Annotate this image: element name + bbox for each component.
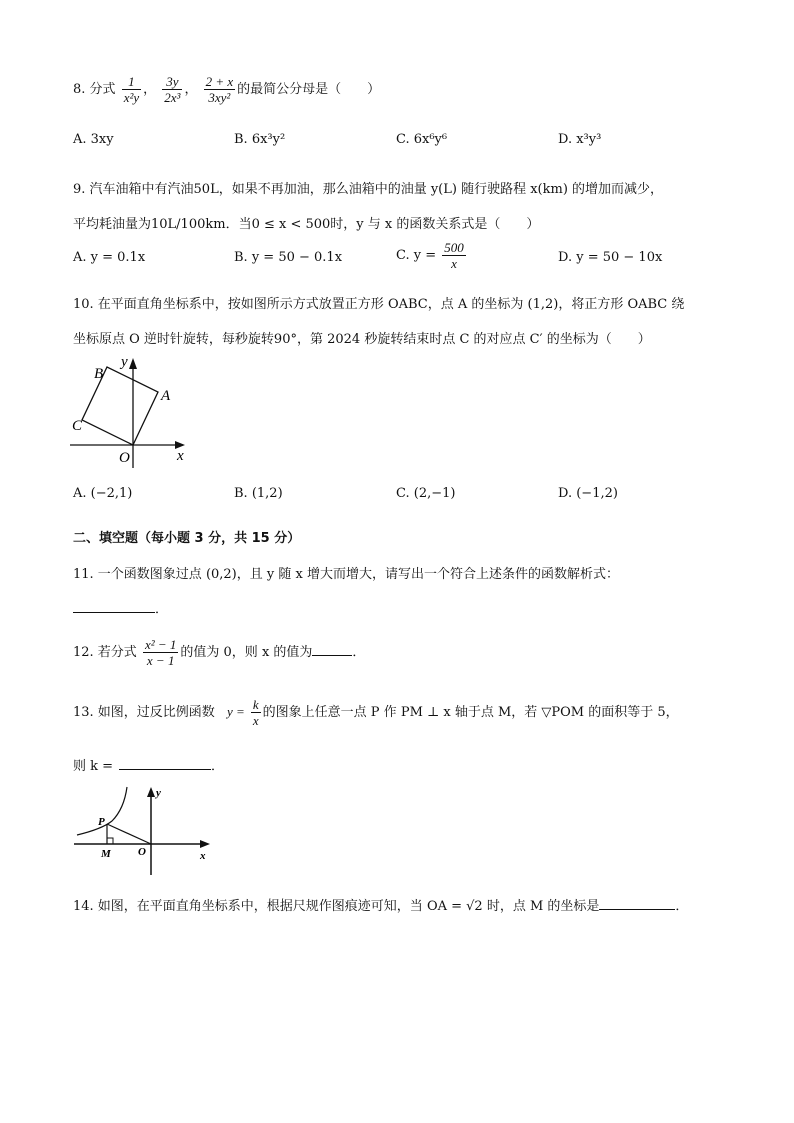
q8-stem-tail: 的最简公分母是（ ） [237,82,381,97]
q9-option-c-fraction: $\frac{500}{x}$ [444,240,464,271]
q9-option-b[interactable]: B. y = 50 − 0.1x [234,250,343,265]
q8-fraction-1: $\frac{1}{\text{x²y}}$ [123,74,140,105]
q13-figure [72,783,217,878]
q10-label-b: B [94,366,104,382]
q13-answer-blank[interactable] [119,757,211,770]
q13-label-m: M [101,848,111,860]
q9-option-d[interactable]: D. y = 50 − 10x [558,250,663,265]
q14-answer-blank[interactable] [599,897,675,910]
q13-x-arrow [200,840,210,848]
q12-answer-blank[interactable] [312,643,352,656]
q8-option-d[interactable]: D. x³y³ [558,132,602,147]
q8-fraction-2: $\frac{3y}{\text{2x³}}$ [164,74,181,105]
q8-number: 8. 分式 [73,82,116,97]
question-13: 13. 如图，过反比例函数 y = $\frac{k}{x}$ 的图象上任意一点 P 作 PM ⊥ x 轴于点 M，若 ▽POM 的面积等于 5， [73,697,679,728]
q13-fraction: $\frac{k}{x}$ [252,697,259,728]
question-14: 14. 如图，在平面直角坐标系中，根据尺规作图痕迹可知，当 OA = √2 时，点 M 的坐标是 ． [73,899,689,914]
q10-label-c: C [72,418,83,434]
q13-label-p: P [98,816,105,828]
q10-option-d[interactable]: D. (−1,2) [558,486,618,501]
question-12: 12. 若分式 $\frac{\text{x² − 1}}{x - 1}$ 的值为 0，则 x 的值为 ． [73,637,366,668]
q8-option-a[interactable]: A. 3xy [73,132,114,147]
q13-label-x: x [200,850,206,862]
q13-label-y: y [156,787,161,799]
q10-label-y: y [121,354,128,370]
q11-answer-blank[interactable] [73,600,155,613]
q10-option-a[interactable]: A. (−2,1) [73,486,133,501]
q9-option-a[interactable]: A. y = 0.1x [73,250,146,265]
section-2-heading: 二、填空题（每小题 3 分，共 15 分） [73,531,301,546]
q11-answer-line[interactable]: ． [73,598,168,617]
question-8: 8. 分式 $\frac{1}{\text{x²y}}$ ， $\frac{3y}{\text{2x³}}$ ， $\frac{2 + x}{\text{3xy²}}$ 的最简公分母是（ ） [73,74,381,105]
q11-line-1: 11. 一个函数图象过点 (0,2)，且 y 随 x 增大而增大，请写出一个符合上述条件的函数解析式： [73,567,619,582]
q13-right-angle-mark [107,838,113,844]
q10-label-a: A [161,388,171,404]
q13-segment-po [107,824,151,844]
q13-line-2: 则 k = ． [73,759,225,774]
q10-figure [65,350,195,470]
q9-line-1: 9. 汽车油箱中有汽油50L，如果不再加油，那么油箱中的油量 y(L) 随行驶路程 x(km) 的增加而减少， [73,182,664,197]
q12-fraction: $\frac{\text{x² − 1}}{x - 1}$ [144,637,177,668]
q8-option-b[interactable]: B. 6x³y² [234,132,286,147]
q10-option-c[interactable]: C. (2,−1) [396,486,456,501]
q10-y-arrow [129,358,137,369]
q13-y-arrow [147,787,155,797]
q8-option-c[interactable]: C. 6x⁶y⁶ [396,132,448,147]
q10-label-o: O [119,450,130,466]
q9-line-2: 平均耗油量为10L/100km．当0 ≤ x < 500时，y 与 x 的函数关系式是（ ） [73,217,540,232]
q10-line-1: 10. 在平面直角坐标系中，按如图所示方式放置正方形 OABC，点 A 的坐标为 (1,2)，将正方形 OABC 绕 [73,297,685,312]
q10-option-b[interactable]: B. (1,2) [234,486,283,501]
q10-label-x: x [177,448,184,464]
q13-label-o: O [138,846,146,858]
q10-line-2: 坐标原点 O 逆时针旋转，每秒旋转90°，第 2024 秒旋转结束时点 C 的对应点 C′ 的坐标为（ ） [73,332,651,347]
q9-option-c[interactable]: C. y = $\frac{500}{x}$ [396,240,464,271]
q8-fraction-3: $\frac{2 + x}{\text{3xy²}}$ [205,74,234,105]
